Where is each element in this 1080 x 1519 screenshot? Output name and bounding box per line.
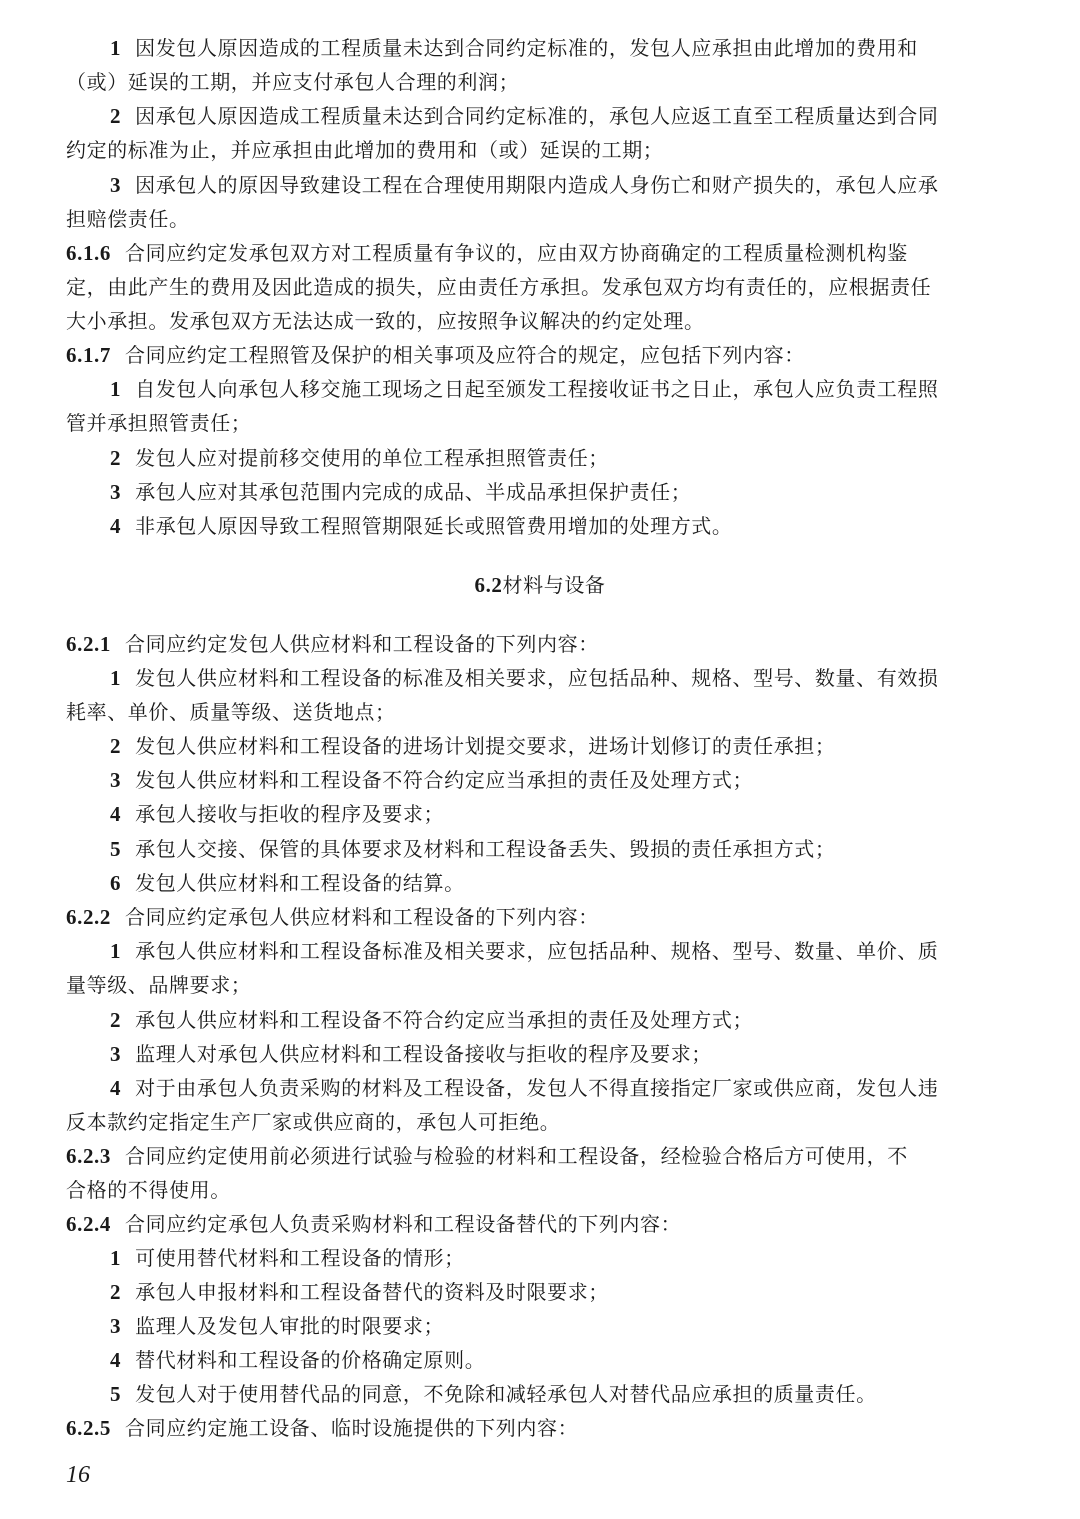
- item-number: 6.2.1: [66, 632, 111, 656]
- line-text: 承包人供应材料和工程设备标准及相关要求，应包括品种、规格、型号、数量、单价、质: [135, 939, 939, 963]
- line-text: 合同应约定承包人负责采购材料和工程设备替代的下列内容：: [125, 1212, 682, 1236]
- text-line: [66, 968, 1016, 1002]
- list-item: [110, 99, 1016, 133]
- line-text: 监理人及发包人审批的时限要求；: [135, 1314, 445, 1338]
- line-text: 反本款约定指定生产厂家或供应商的，承包人可拒绝。: [66, 1110, 561, 1134]
- line-text: 合同应约定施工设备、临时设施提供的下列内容：: [125, 1416, 579, 1440]
- list-item: [110, 1377, 1016, 1411]
- line-text: 材料与设备: [502, 573, 606, 597]
- line-text: 合同应约定发承包双方对工程质量有争议的，应由双方协商确定的工程质量检测机构鉴: [125, 241, 908, 265]
- list-item: [110, 661, 1016, 695]
- line-text: 发包人供应材料和工程设备的标准及相关要求，应包括品种、规格、型号、数量、有效损: [135, 666, 939, 690]
- list-item: [110, 763, 1016, 797]
- line-text: 因承包人原因造成工程质量未达到合同约定标准的，承包人应返工直至工程质量达到合同: [135, 104, 939, 128]
- line-text: 监理人对承包人供应材料和工程设备接收与拒收的程序及要求；: [135, 1042, 712, 1066]
- line-text: 发包人对于使用替代品的同意，不免除和减轻承包人对替代品应承担的质量责任。: [135, 1382, 877, 1406]
- line-text: 非承包人原因导致工程照管期限延长或照管费用增加的处理方式。: [135, 514, 733, 538]
- list-item: [110, 1037, 1016, 1071]
- item-number: 4: [110, 514, 122, 538]
- list-item: [110, 372, 1016, 406]
- item-number: 3: [110, 173, 122, 197]
- list-item: [110, 31, 1016, 65]
- text-line: [66, 133, 1016, 167]
- page-number: 16: [66, 1462, 90, 1488]
- line-text: 承包人应对其承包范围内完成的成品、半成品承担保护责任；: [135, 480, 692, 504]
- section-heading: [0, 568, 1080, 602]
- line-text: 合同应约定使用前必须进行试验与检验的材料和工程设备，经检验合格后方可使用，不: [125, 1144, 908, 1168]
- item-number: 1: [110, 36, 122, 60]
- line-text: 担赔偿责任。: [66, 207, 190, 231]
- item-number: 6.2: [474, 573, 503, 597]
- text-line: [66, 202, 1016, 236]
- line-text: 合格的不得使用。: [66, 1178, 231, 1202]
- list-item: [110, 729, 1016, 763]
- clause: [66, 1411, 1016, 1445]
- line-text: 对于由承包人负责采购的材料及工程设备，发包人不得直接指定厂家或供应商，发包人违: [135, 1076, 939, 1100]
- item-number: 3: [110, 1042, 122, 1066]
- list-item: [110, 1003, 1016, 1037]
- line-text: 因发包人原因造成的工程质量未达到合同约定标准的，发包人应承担由此增加的费用和: [135, 36, 918, 60]
- line-text: 量等级、品牌要求；: [66, 973, 252, 997]
- line-text: 发包人供应材料和工程设备的结算。: [135, 871, 465, 895]
- item-number: 3: [110, 480, 122, 504]
- line-text: 因承包人的原因导致建设工程在合理使用期限内造成人身伤亡和财产损失的，承包人应承: [135, 173, 939, 197]
- item-number: 6: [110, 871, 122, 895]
- line-text: 合同应约定承包人供应材料和工程设备的下列内容：: [125, 905, 599, 929]
- item-number: 1: [110, 939, 122, 963]
- text-line: [66, 695, 1016, 729]
- list-item: [110, 475, 1016, 509]
- item-number: 3: [110, 768, 122, 792]
- line-text: 承包人接收与拒收的程序及要求；: [135, 802, 445, 826]
- list-item: [110, 1275, 1016, 1309]
- item-number: 1: [110, 666, 122, 690]
- item-number: 3: [110, 1314, 122, 1338]
- item-number: 6.2.3: [66, 1144, 111, 1168]
- clause: [66, 627, 1016, 661]
- text-line: [66, 1105, 1016, 1139]
- item-number: 2: [110, 734, 122, 758]
- line-text: 承包人供应材料和工程设备不符合约定应当承担的责任及处理方式；: [135, 1008, 754, 1032]
- list-item: [110, 1343, 1016, 1377]
- item-number: 4: [110, 1076, 122, 1100]
- line-text: 大小承担。发承包双方无法达成一致的，应按照争议解决的约定处理。: [66, 309, 705, 333]
- clause: [66, 236, 1016, 270]
- list-item: [110, 1241, 1016, 1275]
- line-text: 发包人供应材料和工程设备不符合约定应当承担的责任及处理方式；: [135, 768, 754, 792]
- item-number: 6.2.5: [66, 1416, 111, 1440]
- text-line: [66, 1173, 1016, 1207]
- text-line: [66, 270, 1016, 304]
- list-item: [110, 866, 1016, 900]
- clause: [66, 1139, 1016, 1173]
- item-number: 1: [110, 1246, 122, 1270]
- line-text: 发包人供应材料和工程设备的进场计划提交要求，进场计划修订的责任承担；: [135, 734, 836, 758]
- line-text: 合同应约定工程照管及保护的相关事项及应符合的规定，应包括下列内容：: [125, 343, 805, 367]
- item-number: 1: [110, 377, 122, 401]
- list-item: [110, 934, 1016, 968]
- line-text: （或）延误的工期，并应支付承包人合理的利润；: [66, 70, 520, 94]
- clause: [66, 338, 1016, 372]
- item-number: 2: [110, 104, 122, 128]
- line-text: 替代材料和工程设备的价格确定原则。: [135, 1348, 486, 1372]
- line-text: 定，由此产生的费用及因此造成的损失，应由责任方承担。发承包双方均有责任的，应根据责任: [66, 275, 932, 299]
- list-item: [110, 797, 1016, 831]
- item-number: 2: [110, 446, 122, 470]
- clause: [66, 1207, 1016, 1241]
- clause: [66, 900, 1016, 934]
- item-number: 5: [110, 837, 122, 861]
- line-text: 承包人申报材料和工程设备替代的资料及时限要求；: [135, 1280, 609, 1304]
- list-item: [110, 441, 1016, 475]
- item-number: 4: [110, 1348, 122, 1372]
- item-number: 6.2.2: [66, 905, 111, 929]
- line-text: 发包人应对提前移交使用的单位工程承担照管责任；: [135, 446, 609, 470]
- item-number: 6.1.6: [66, 241, 111, 265]
- item-number: 2: [110, 1280, 122, 1304]
- list-item: [110, 832, 1016, 866]
- text-line: [66, 406, 1016, 440]
- list-item: [110, 1071, 1016, 1105]
- item-number: 2: [110, 1008, 122, 1032]
- text-line: [66, 304, 1016, 338]
- line-text: 约定的标准为止，并应承担由此增加的费用和（或）延误的工期；: [66, 138, 664, 162]
- line-text: 可使用替代材料和工程设备的情形；: [135, 1246, 465, 1270]
- text-line: [66, 65, 1016, 99]
- list-item: [110, 168, 1016, 202]
- item-number: 6.2.4: [66, 1212, 111, 1236]
- list-item: [110, 1309, 1016, 1343]
- item-number: 4: [110, 802, 122, 826]
- line-text: 合同应约定发包人供应材料和工程设备的下列内容：: [125, 632, 599, 656]
- line-text: 承包人交接、保管的具体要求及材料和工程设备丢失、毁损的责任承担方式；: [135, 837, 836, 861]
- line-text: 自发包人向承包人移交施工现场之日起至颁发工程接收证书之日止，承包人应负责工程照: [135, 377, 939, 401]
- item-number: 6.1.7: [66, 343, 111, 367]
- line-text: 耗率、单价、质量等级、送货地点；: [66, 700, 396, 724]
- list-item: [110, 509, 1016, 543]
- item-number: 5: [110, 1382, 122, 1406]
- line-text: 管并承担照管责任；: [66, 411, 252, 435]
